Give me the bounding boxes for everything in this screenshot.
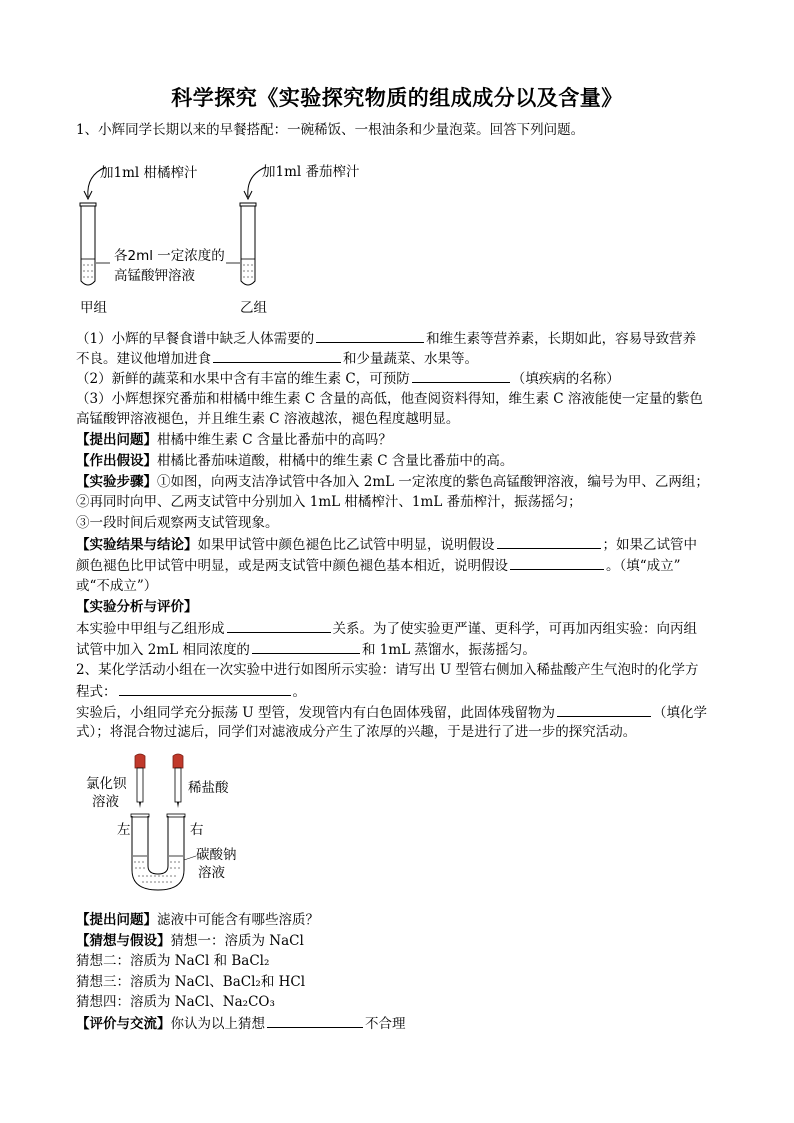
q2-after-line1: 实验后，小组同学充分振荡 U 型管，发现管内有白色固体残留，此固体残留物为 （填化学 bbox=[76, 702, 707, 723]
label-na2co3-1: 碳酸钠 bbox=[196, 847, 237, 863]
label-solution-2: 高锰酸钾溶液 bbox=[114, 268, 195, 284]
label-solution-1: 各2ml 一定浓度的 bbox=[114, 248, 225, 264]
label-group-b: 乙组 bbox=[240, 300, 267, 316]
q1-p2: （2）新鲜的蔬菜和水果中含有丰富的维生素 C，可预防 （填疾病的名称） bbox=[76, 368, 620, 389]
q2-guess4: 猜想四：溶质为 NaCl、Na₂CO₃ bbox=[76, 994, 275, 1010]
q1-result-line3: 或“不成立”） bbox=[76, 578, 158, 594]
q2-evaluation: 【评价与交流】你认为以上猜想 不合理 bbox=[76, 1013, 406, 1034]
q2-question: 【提出问题】滤液中可能含有哪些溶质？ bbox=[76, 912, 319, 928]
page-title: 科学探究《实验探究物质的组成成分以及含量》 bbox=[171, 85, 623, 110]
q2-guess1: 【猜想与假设】猜想一：溶质为 NaCl bbox=[76, 933, 304, 949]
q1-analysis-head: 【实验分析与评价】 bbox=[76, 599, 198, 615]
q1-intro: 1、小辉同学长期以来的早餐搭配：一碗稀饭、一根油条和少量泡菜。回答下列问题。 bbox=[76, 122, 585, 138]
answer-blank[interactable] bbox=[557, 702, 651, 717]
label-na2co3-2: 溶液 bbox=[198, 865, 225, 881]
q1-analysis-line1: 本实验中甲组与乙组形成 关系。为了使实验更严谨、更科学，可再加丙组实验：向丙组 bbox=[76, 618, 697, 639]
q1-p1-line2: 不良。建议他增加进食 和少量蔬菜、水果等。 bbox=[76, 348, 478, 369]
answer-blank[interactable] bbox=[119, 681, 291, 696]
q1-step1: 【实验步骤】①如图，向两支洁净试管中各加入 2mL 一定浓度的紫色高锰酸钾溶液，编号为甲、乙两组； bbox=[76, 474, 709, 490]
q1-result-line1: 【实验结果与结论】如果甲试管中颜色褪色比乙试管中明显，说明假设 ；如果乙试管中 bbox=[76, 534, 697, 555]
label-add-orange: 加1ml 柑橘榨汁 bbox=[100, 165, 198, 181]
answer-blank[interactable] bbox=[227, 618, 331, 633]
answer-blank[interactable] bbox=[497, 534, 601, 549]
answer-blank[interactable] bbox=[316, 328, 424, 343]
q1-step2: ②再同时向甲、乙两支试管中分别加入 1mL 柑橘榨汁、1mL 番茄榨汁，振荡摇匀； bbox=[76, 494, 582, 510]
label-bacl2-1: 氯化钡 bbox=[86, 776, 127, 792]
label-group-a: 甲组 bbox=[80, 300, 107, 316]
q2-after-line2: 式）；将混合物过滤后，同学们对滤液成分产生了浓厚的兴趣，于是进行了进一步的探究活动。 bbox=[76, 724, 637, 740]
q1-step3: ③一段时间后观察两支试管现象。 bbox=[76, 515, 279, 531]
q2-intro-line2: 程式： 。 bbox=[76, 681, 306, 702]
q1-p1-line1: （1）小辉的早餐食谱中缺乏人体需要的 和维生素等营养素，长期如此，容易导致营养 bbox=[76, 328, 696, 349]
label-bacl2-2: 溶液 bbox=[92, 794, 119, 810]
label-hcl: 稀盐酸 bbox=[188, 780, 229, 796]
answer-blank[interactable] bbox=[267, 1013, 363, 1028]
answer-blank[interactable] bbox=[412, 368, 510, 383]
q1-p3-line1: （3）小辉想探究番茄和柑橘中维生素 C 含量的高低，他查阅资料得知，维生素 C 溶液能使一定量的紫色 bbox=[76, 391, 703, 407]
q2-guess2: 猜想二：溶质为 NaCl 和 BaCl₂ bbox=[76, 953, 270, 969]
answer-blank[interactable] bbox=[252, 639, 360, 654]
label-right: 右 bbox=[190, 822, 204, 838]
q1-question: 【提出问题】柑橘中维生素 C 含量比番茄中的高吗？ bbox=[76, 432, 392, 448]
q2-guess3: 猜想三：溶质为 NaCl、BaCl₂和 HCl bbox=[76, 974, 306, 990]
answer-blank[interactable] bbox=[213, 348, 341, 363]
q1-result-line2: 颜色褪色比甲试管中明显，或是两支试管中颜色褪色基本相近，说明假设 。（填“成立” bbox=[76, 555, 681, 576]
q2-intro-line1: 2、某化学活动小组在一次实验中进行如图所示实验：请写出 U 型管右侧加入稀盐酸产生气泡时的化学方 bbox=[76, 662, 699, 678]
label-add-tomato: 加1ml 番茄榨汁 bbox=[262, 164, 360, 180]
q1-p3-line2: 高锰酸钾溶液褪色，并且维生素 C 溶液越浓，褪色程度越明显。 bbox=[76, 411, 460, 427]
label-left: 左 bbox=[117, 822, 131, 838]
q1-analysis-line2: 试管中加入 2mL 相同浓度的 和 1mL 蒸馏水，振荡摇匀。 bbox=[76, 639, 536, 660]
answer-blank[interactable] bbox=[510, 555, 604, 570]
q1-hypothesis: 【作出假设】柑橘比番茄味道酸，柑橘中的维生素 C 含量比番茄中的高。 bbox=[76, 453, 514, 469]
